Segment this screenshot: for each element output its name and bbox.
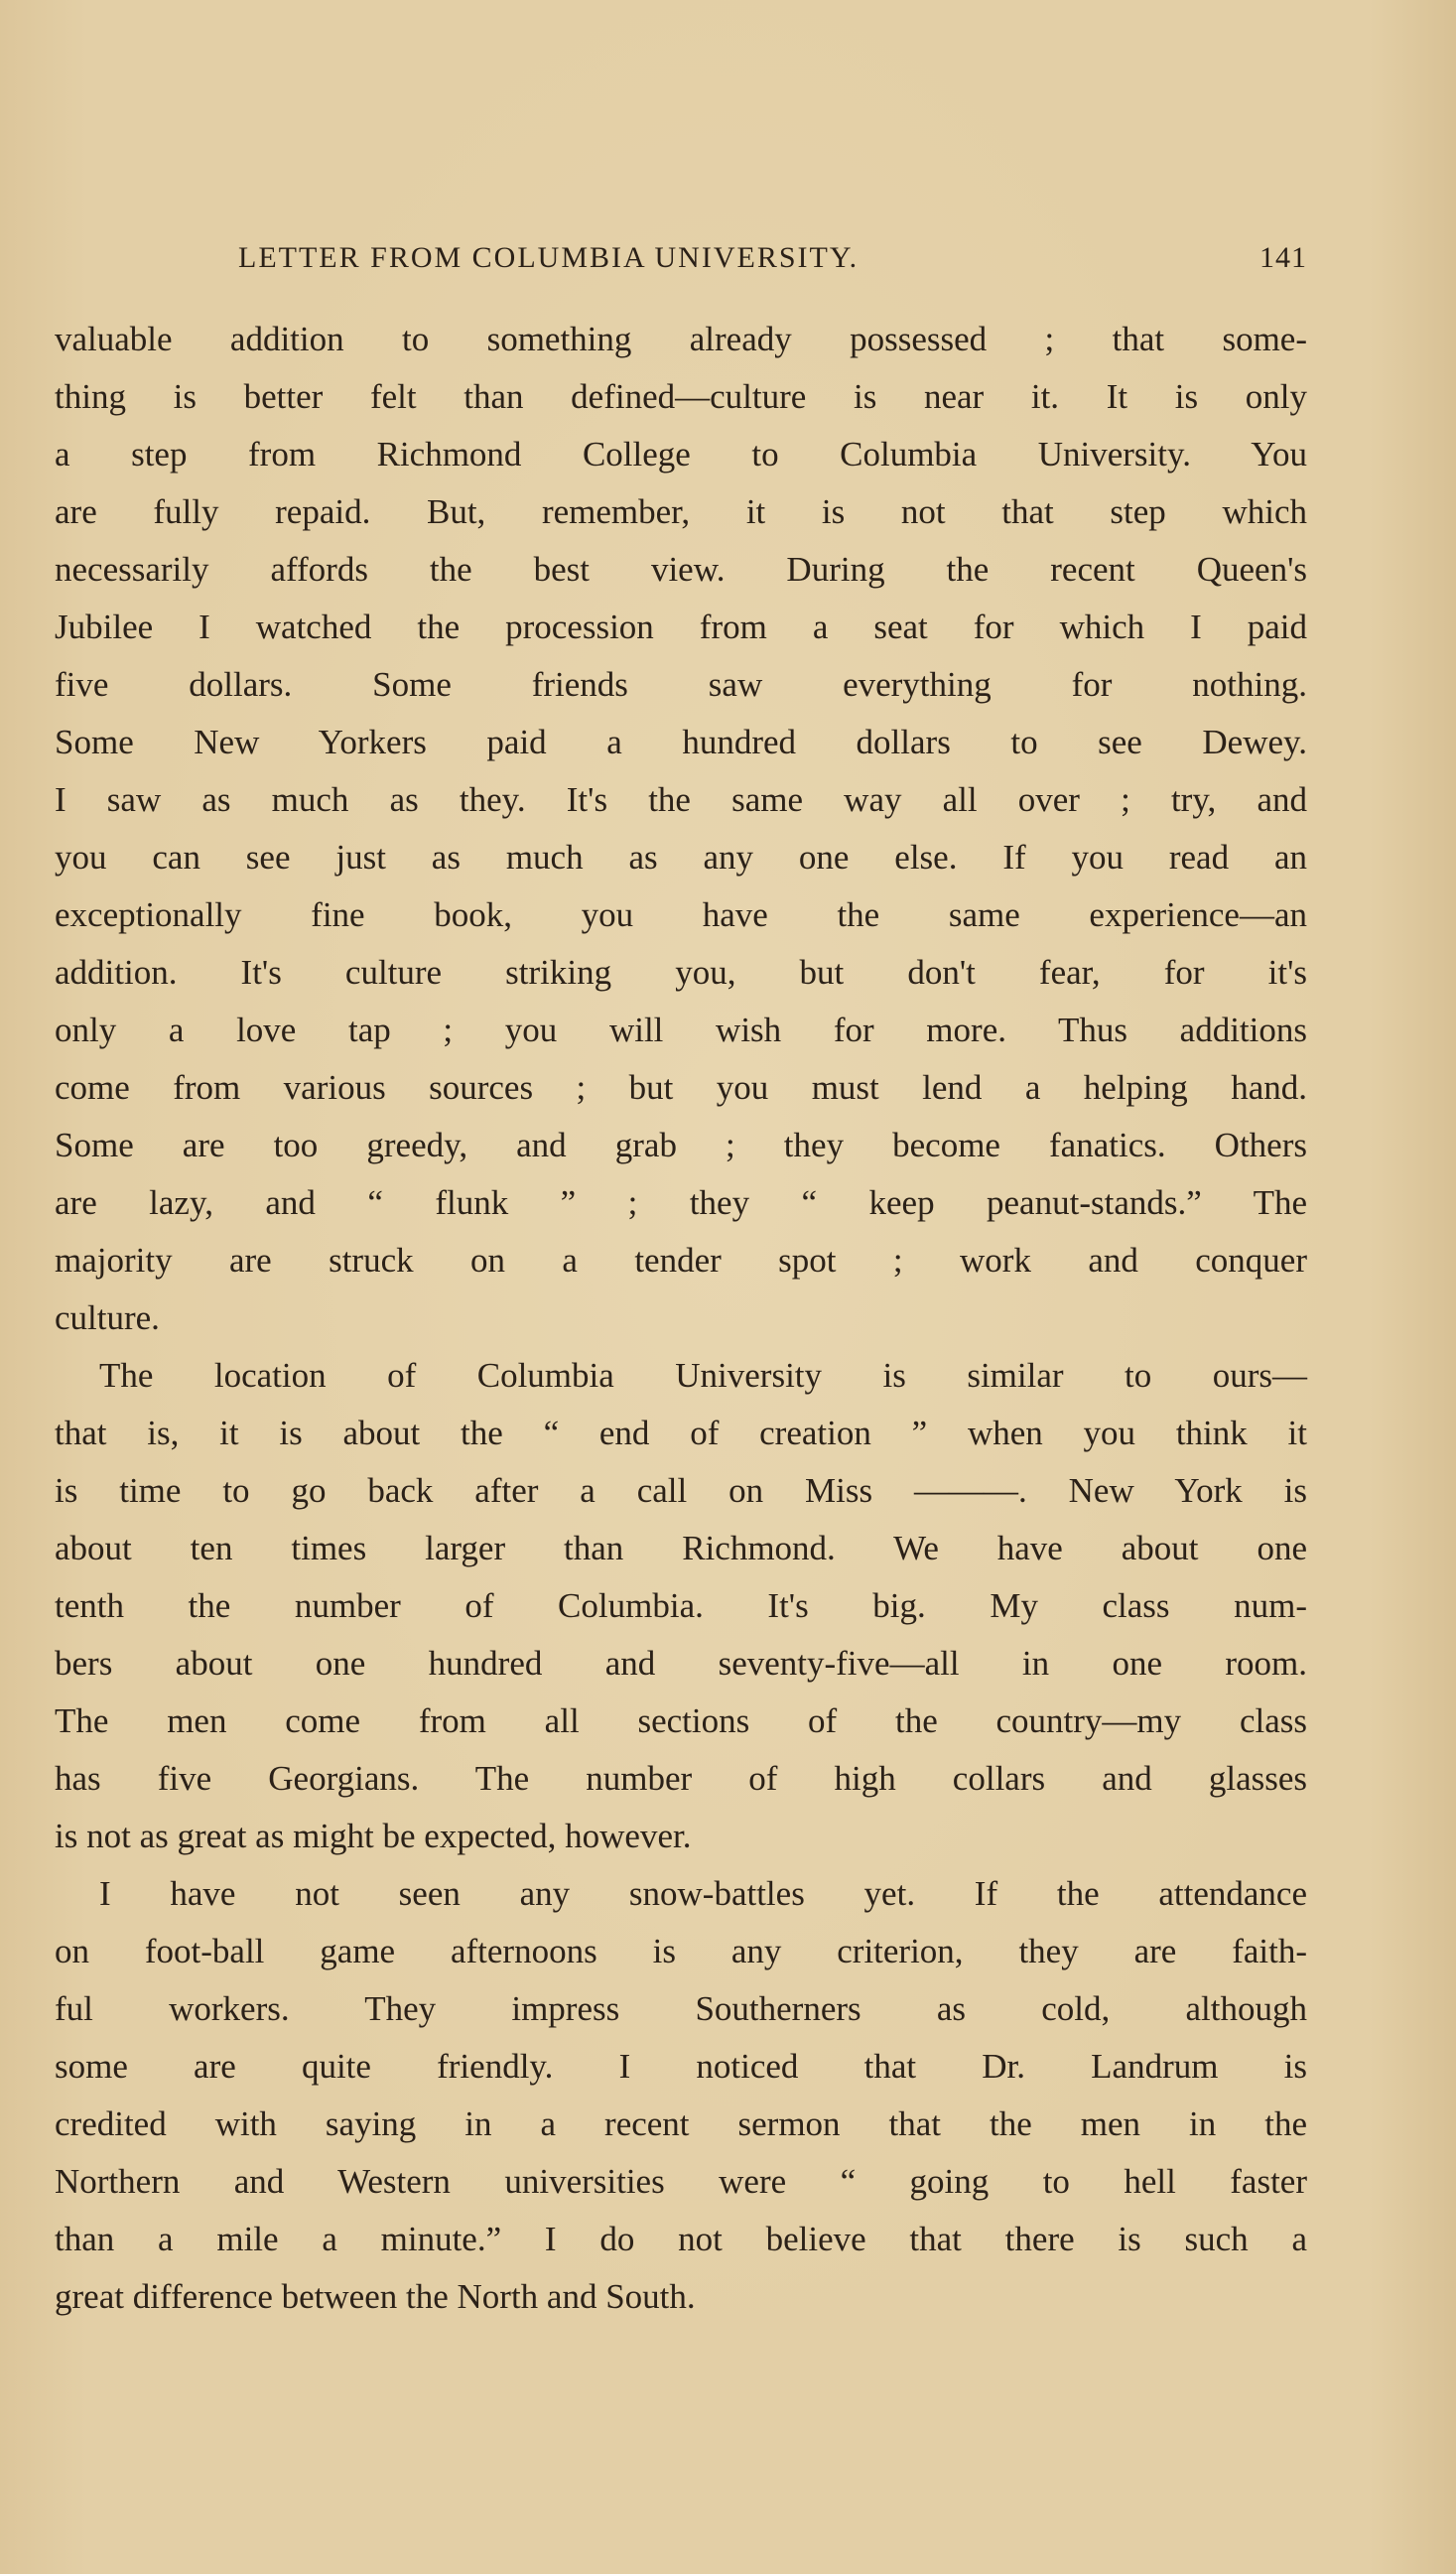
text-line: is not as great as might be expected, however. xyxy=(55,1817,692,1855)
text-line: great difference between the North and South. xyxy=(55,2277,696,2316)
text-line: The men come from all sections of the country—my class xyxy=(55,1701,1307,1740)
text-line: you can see just as much as any one else. If you read an xyxy=(55,838,1307,877)
text-line: come from various sources ; but you must lend a helping hand. xyxy=(55,1068,1307,1107)
text-line: are fully repaid. But, remember, it is not that step which xyxy=(55,492,1307,531)
text-line: I saw as much as they. It's the same way all over ; try, and xyxy=(55,780,1307,819)
text-line: exceptionally fine book, you have the same experience—an xyxy=(55,895,1307,934)
body-text xyxy=(55,311,1307,2326)
text-line: that is, it is about the “ end of creation ” when you think it xyxy=(55,1414,1307,1452)
text-line: has five Georgians. The number of high collars and glasses xyxy=(55,1759,1307,1798)
text-line: credited with saying in a recent sermon that the men in the xyxy=(55,2104,1307,2143)
text-line: Some are too greedy, and grab ; they become fanatics. Others xyxy=(55,1126,1307,1164)
text-line: ful workers. They impress Southerners as cold, although xyxy=(55,1989,1307,2028)
text-line: I have not seen any snow-battles yet. If the attendance xyxy=(99,1874,1307,1913)
text-line: on foot-ball game afternoons is any criterion, they are faith- xyxy=(55,1932,1307,1970)
text-line: only a love tap ; you will wish for more. Thus additions xyxy=(55,1011,1307,1049)
text-line: addition. It's culture striking you, but don't fear, for it's xyxy=(55,953,1307,992)
running-head xyxy=(55,238,1307,278)
text-line: valuable addition to something already possessed ; that some- xyxy=(55,320,1307,358)
text-line: Northern and Western universities were “ going to hell faster xyxy=(55,2162,1307,2201)
text-line: Some New Yorkers paid a hundred dollars to see Dewey. xyxy=(55,723,1307,761)
text-line: tenth the number of Columbia. It's big. My class num- xyxy=(55,1586,1307,1625)
paragraph xyxy=(55,1347,1307,1865)
paragraph xyxy=(55,1865,1307,2326)
text-line: thing is better felt than defined—culture is near it. It is only xyxy=(55,377,1307,416)
text-line: a step from Richmond College to Columbia University. You xyxy=(55,435,1307,474)
text-line: five dollars. Some friends saw everything for nothing. xyxy=(55,665,1307,704)
text-line: The location of Columbia University is similar to ours— xyxy=(99,1356,1307,1395)
text-line: culture. xyxy=(55,1298,160,1337)
text-line: are lazy, and “ flunk ” ; they “ keep peanut-stands.” The xyxy=(55,1183,1307,1222)
text-line: bers about one hundred and seventy-five—all in one room. xyxy=(55,1644,1307,1683)
paragraph xyxy=(55,311,1307,1347)
text-line: is time to go back after a call on Miss ———. New York is xyxy=(55,1471,1307,1510)
page-number: 141 xyxy=(1259,241,1307,274)
text-line: some are quite friendly. I noticed that Dr. Landrum is xyxy=(55,2047,1307,2086)
text-line: necessarily affords the best view. During the recent Queen's xyxy=(55,550,1307,589)
text-line: Jubilee I watched the procession from a seat for which I paid xyxy=(55,608,1307,646)
text-line: about ten times larger than Richmond. We have about one xyxy=(55,1529,1307,1567)
text-line: than a mile a minute.” I do not believe that there is such a xyxy=(55,2220,1307,2258)
text-line: majority are struck on a tender spot ; work and conquer xyxy=(55,1241,1307,1280)
running-head-title: LETTER FROM COLUMBIA UNIVERSITY. xyxy=(238,241,860,274)
